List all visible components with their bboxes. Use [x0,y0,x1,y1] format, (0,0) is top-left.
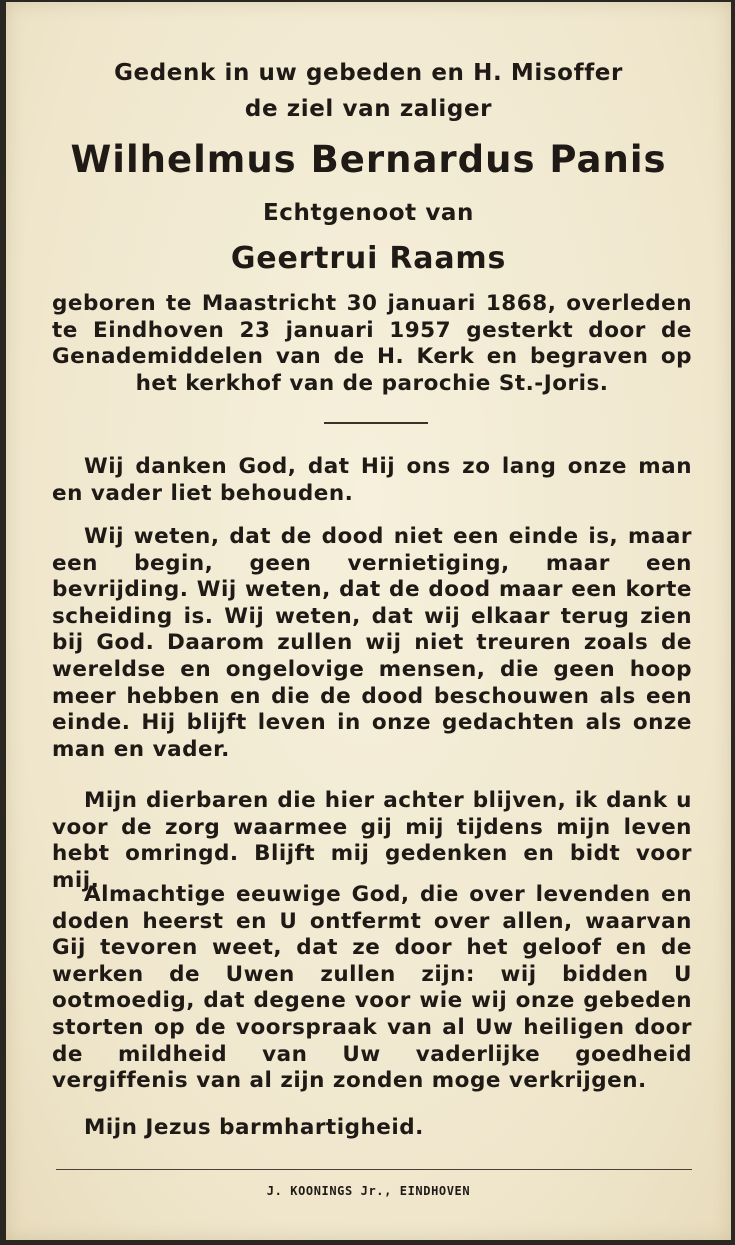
paragraph-gratitude-text: Wij danken God, dat Hij ons zo lang onze man en vader liet behouden. [52,454,692,506]
paragraph-gratitude [52,454,692,507]
paragraph-prayer [52,882,692,1095]
paragraph-farewell-text: Mijn dierbaren die hier achter blijven, ik dank u voor de zorg waarmee gij mij tijdens mijn leven hebt omringd. Blijft mij gedenken en bidt voor mij. [52,788,692,893]
printer-credit: J. KOONINGS Jr., EINDHOVEN [266,1184,471,1198]
paragraph-farewell [52,788,692,894]
footer-rule [56,1169,692,1170]
spouse-name: Geertrui Raams [230,241,507,276]
spouse-label: Echtgenoot van [262,200,475,226]
intro-line-2: de ziel van zaliger [244,96,493,122]
closing-invocation [52,1115,692,1142]
memorial-card [6,2,731,1240]
intro-line-1: Gedenk in uw gebeden en H. Misoffer [114,60,623,86]
paragraph-prayer-text: Almachtige eeuwige God, die over levenden en doden heerst en U ontfermt over allen, waarvan Gij tevoren weet, dat ze door het geloof en de werken de Uwen zullen zijn: wij bidden U ootmoedig, dat degene voor wie wij onze gebeden storten op de voorspraak van al Uw heiligen door de mildheid van Uw vaderlijke goedheid vergiffenis van al zijn zonden moge verkrijgen. [52,882,692,1094]
biography-text: geboren te Maastricht 30 januari 1868, overleden te Eindhoven 23 januari 1957 gesterkt door de Genademiddelen van de H. Kerk en begraven op het kerkhof van de parochie St.-Joris. [52,291,692,396]
paragraph-death-meaning-text: Wij weten, dat de dood niet een einde is, maar een begin, geen vernietiging, maar een bevrijding. Wij weten, dat de dood maar een korte scheiding is. Wij weten, dat wij elkaar terug zien bij God. Daarom zullen wij niet treuren zoals de wereldse en ongelovige mensen, die geen hoop meer hebben en die de dood beschouwen als een einde. Hij blijft leven in onze gedachten als onze man en vader. [52,524,692,762]
paragraph-death-meaning [52,524,692,763]
divider-line [324,422,428,424]
deceased-name: Wilhelmus Bernardus Panis [70,138,667,181]
closing-invocation-text: Mijn Jezus barmhartigheid. [84,1115,424,1140]
